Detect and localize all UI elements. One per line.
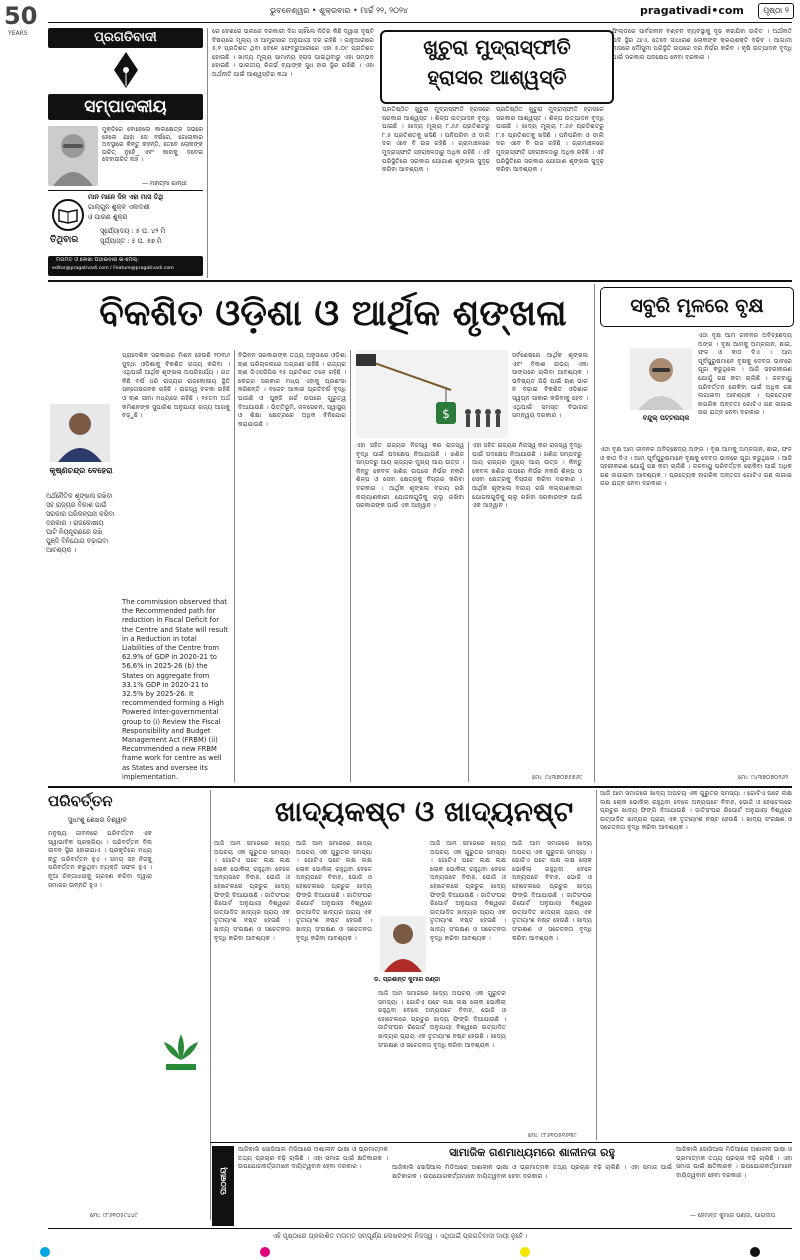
food-col-3: ଆଜି ଆମ ସମାଜରେ ଖାଦ୍ୟ ଅପଚୟ ଏକ ଗୁରୁତର ସମସ୍ୟା । ଗୋଟିଏ ପଟେ ଲକ୍ଷ ଲକ୍ଷ ଲୋକ ଭୋକିଲା ରହୁଥିବା ବେଳେ ଅନ୍ୟପଟେ ବିବାହ, ଭୋଜି ଓ ହୋଟେଲରେ ପ୍ରଚୁର ଖାଦ୍ୟ ଫିଙ୍ଗି ଦିଆଯାଉଛି । ଜାତିସଂଘର ରିପୋର୍ଟ ଅନୁଯାୟୀ ବିଶ୍ୱରେ ଉତ୍ପାଦିତ ଖାଦ୍ୟର ପ୍ରାୟ ଏକ ତୃତୀୟାଂଶ ନଷ୍ଟ ହେଉଛି । ଖାଦ୍ୟ ସଂରକ୍ଷଣ ଓ ସଚେତନତା ବୃଦ୍ଧି କରିବା ଆବଶ୍ୟକ । <box>430 840 508 942</box>
gandhi-quote: ମୁକ୍ତିରେ ବୋହେଲେ କାଲକ୍ଷେତ୍ର ସଭରେ ହେଲେ ଯାହା ସେ ବର୍ଷରେ, ଗୋଲାକାର ଅବସ୍ଥାରେ କିନ୍ତୁ କହନ୍ତି, ତେବେ ଲୋକଙ୍କ ଉଚିତ୍‌ ନୁହେଁ ଏବଂ କାହାକୁ ଦବେଇ ଦେବାଉଚିତ ନାହିଁ । <box>102 126 205 164</box>
top-article-col-2: ପ୍ରତିଷ୍ଠିତ ଖୁଚୁରା ମୁଦ୍ରାସ୍ଫୀତି ହ୍ରାସରେ ସରକାର ଆଶ୍ୱସ୍ତ । ଶିଳ୍ପ ଉତ୍ପାଦନ ବୃଦ୍ଧି ପାଇଛି । ଖାଦ୍ୟ ମୂଲ୍ୟ ୮.୬୬ ପ୍ରତିଶତରୁ ୮.୫ ପ୍ରତିଶତକୁ ଖସିଛି । ପନିପରିବା ଓ ଡାଲି ଦର ଏବେ ବି ଉଚ୍ଚ ରହିଛି । ଗ୍ରାମାଞ୍ଚଳରେ ମୁଦ୍ରାସ୍ଫୀତି ସହରାଞ୍ଚଳଠାରୁ ଅଧିକ ରହିଛି । ଏହି ପରିସ୍ଥିତିରେ ସରକାର ଯୋଗାଣ ଶୃଙ୍ଖଳା ସୁଦୃଢ଼ କରିବା ଆବଶ୍ୟକ । <box>382 106 492 174</box>
contact-bar <box>48 256 203 276</box>
contact-email: editor@pragativadi.com / Feature@pragativadi.com <box>52 266 174 271</box>
page-label: ପୃଷ୍ଠା <box>763 6 783 15</box>
top-article-col-3: ପ୍ରତିଷ୍ଠିତ ଖୁଚୁରା ମୁଦ୍ରାସ୍ଫୀତି ହ୍ରାସରେ ସରକାର ଆଶ୍ୱସ୍ତ । ଶିଳ୍ପ ଉତ୍ପାଦନ ବୃଦ୍ଧି ପାଇଛି । ଖାଦ୍ୟ ମୂଲ୍ୟ ୮.୬୬ ପ୍ରତିଶତରୁ ୮.୫ ପ୍ରତିଶତକୁ ଖସିଛି । ପନିପରିବା ଓ ଡାଲି ଦର ଏବେ ବି ଉଚ୍ଚ ରହିଛି । ଗ୍ରାମାଞ୍ଚଳରେ ମୁଦ୍ରାସ୍ଫୀତି ସହରାଞ୍ଚଳଠାରୁ ଅଧିକ ରହିଛି । ଏହି ପରିସ୍ଥିତିରେ ସରକାର ଯୋଗାଣ ଶୃଙ୍ଖଳା ସୁଦୃଢ଼ କରିବା ଆବଶ୍ୟକ । <box>496 106 606 174</box>
main-footer-phone: ମୋ: ୯୪୩୭୦୭୫୭୬୯ <box>532 774 583 781</box>
main-col-2: ବିଭିନ୍ନ ସରକାରଙ୍କ ତଥ୍ୟ ଅନୁସାରେ ଓଡ଼ିଶା ଋଣ ପରିଚାଳନାରେ ଅଗ୍ରଣୀ ରହିଛି । ରାଜ୍ୟର ଋଣ ଜିଏସଡିପିର ୧୫ ପ୍ରତିଶତ ତଳେ ରହିଛି । କେନ୍ଦ୍ର ସରକାର ମଧ୍ୟ ଏହାକୁ ପ୍ରଶଂସା କରିଛନ୍ତି । ବଜେଟ ଆକାର ପ୍ରତିବର୍ଷ ବୃଦ୍ଧି ପାଉଛି ଓ ପୁଞ୍ଜି ଖର୍ଚ୍ଚ ଉପରେ ଗୁରୁତ୍ୱ ଦିଆଯାଉଛି । ଭିତ୍ତିଭୂମି, ଜଳସେଚନ, ସ୍ୱାସ୍ଥ୍ୟ ଓ ଶିକ୍ଷା କ୍ଷେତ୍ରରେ ଅଧିକ ବିନିଯୋଗ କରାଯାଉଛି । <box>238 352 348 428</box>
food-col-2: ଆଜି ଆମ ସମାଜରେ ଖାଦ୍ୟ ଅପଚୟ ଏକ ଗୁରୁତର ସମସ୍ୟା । ଗୋଟିଏ ପଟେ ଲକ୍ଷ ଲକ୍ଷ ଲୋକ ଭୋକିଲା ରହୁଥିବା ବେଳେ ଅନ୍ୟପଟେ ବିବାହ, ଭୋଜି ଓ ହୋଟେଲରେ ପ୍ରଚୁର ଖାଦ୍ୟ ଫିଙ୍ଗି ଦିଆଯାଉଛି । ଜାତିସଂଘର ରିପୋର୍ଟ ଅନୁଯାୟୀ ବିଶ୍ୱରେ ଉତ୍ପାଦିତ ଖାଦ୍ୟର ପ୍ରାୟ ଏକ ତୃତୀୟାଂଶ ନଷ୍ଟ ହେଉଛି । ଖାଦ୍ୟ ସଂରକ୍ଷଣ ଓ ସଚେତନତା ବୃଦ୍ଧି କରିବା ଆବଶ୍ୟକ । <box>296 840 374 942</box>
website-name: pragativadi <box>640 4 712 17</box>
top-headline <box>380 30 614 104</box>
main-col-4b: ସର୍ବଶେଷରେ ଆର୍ଥିକ ଶୃଙ୍ଖଳା ଏବଂ ବିକାଶ ଉଭୟ ଏକା ସାଙ୍ଗରେ ଚାଲିବା ଆବଶ୍ୟକ । ଭବିଷ୍ୟତ ପିଢ଼ି ପାଇଁ ଋଣ ଭାର ନ ବଢ଼ାଇ ବିକଶିତ ଓଡ଼ିଶାର ସ୍ୱପ୍ନ ସାକାର କରିବାକୁ ହେବ । ଏଥିପାଇଁ ସମସ୍ତ ବିଭାଗର ସମନ୍ୱୟ ଦରକାର । <box>512 352 590 420</box>
main-divider-3 <box>468 442 469 782</box>
main-col-4: ଏହା ସହିତ ରାଜ୍ୟର ନିଜସ୍ୱ କର ରାଜସ୍ୱ ବୃଦ୍ଧି ପାଇଁ ପଦକ୍ଷେପ ନିଆଯାଉଛି । ଖଣିଜ ସମ୍ପଦରୁ ଆୟ ରାଜ୍ୟର ମୁଖ୍ୟ ଆୟ ଉତ୍ସ । କିନ୍ତୁ କେବଳ ଖଣିଜ ଉପରେ ନିର୍ଭର ନକରି ଶିଳ୍ପ ଓ ସେବା କ୍ଷେତ୍ରକୁ ବିସ୍ତାର କରିବା ଦରକାର । ଆର୍ଥିକ ଶୃଙ୍ଖଳା ବଜାୟ ରଖି କଲ୍ୟାଣକାରୀ ଯୋଜନାଗୁଡ଼ିକୁ ଚାଲୁ ରଖିବା ସରକାରଙ୍କ ପାଇଁ ଏକ ଆହ୍ୱାନ । <box>472 442 584 510</box>
main-col-1: ପ୍ରାଦେଶିକ ସରକାରର ମିଶନ ହେଉଛି ୨୦୩୬ ସୁଦ୍ଧା ଓଡ଼ିଶାକୁ ବିକଶିତ ରାଜ୍ୟ କରିବା । ଏଥିପାଇଁ ଆର୍ଥିକ ଶୃଙ୍ଖଳା ଅପରିହାର୍ଯ୍ୟ । ଗତ କିଛି ବର୍ଷ ଧରି ରାଜ୍ୟର ରାଜକୋଷୀୟ ସ୍ଥିତି ସନ୍ତୋଷଜନକ ରହିଛି । ରାଜସ୍ୱ ବଳକା ରହିଛି ଓ ଋଣ ସୀମା ମଧ୍ୟରେ ରହିଛି । ୧୫ତମ ଅର୍ଥ କମିଶନଙ୍କ ସୁପାରିଶ ଅନୁଯାୟୀ ରାଜ୍ୟ ଆଗକୁ ବଢ଼ୁଛି । <box>122 352 232 420</box>
anniversary-number: 50 <box>4 2 38 30</box>
strip-right-text: ଆଜିକାଲି ସୋସିଆଲ ମିଡିଆରେ ଅଶାଳୀନ ଭାଷା ଓ ଭ୍ରମାତ୍ମକ ତଥ୍ୟ ପ୍ରଚାର ବଢ଼ି ଚାଲିଛି । ଏହା ସମାଜ ପାଇଁ କ୍ଷତିକାରକ । ଉପଯୋଗକର୍ତ୍ତାମାନେ ଦାୟିତ୍ୱବାନ ହେବା ଦରକାର । <box>676 1146 794 1179</box>
gandhi-portrait <box>48 126 98 186</box>
parivartan-box <box>48 792 208 1222</box>
food-col-1: ଆଜି ଆମ ସମାଜରେ ଖାଦ୍ୟ ଅପଚୟ ଏକ ଗୁରୁତର ସମସ୍ୟା । ଗୋଟିଏ ପଟେ ଲକ୍ଷ ଲକ୍ଷ ଲୋକ ଭୋକିଲା ରହୁଥିବା ବେଳେ ଅନ୍ୟପଟେ ବିବାହ, ଭୋଜି ଓ ହୋଟେଲରେ ପ୍ରଚୁର ଖାଦ୍ୟ ଫିଙ୍ଗି ଦିଆଯାଉଛି । ଜାତିସଂଘର ରିପୋର୍ଟ ଅନୁଯାୟୀ ବିଶ୍ୱରେ ଉତ୍ପାଦିତ ଖାଦ୍ୟର ପ୍ରାୟ ଏକ ତୃତୀୟାଂଶ ନଷ୍ଟ ହେଉଛି । ଖାଦ୍ୟ ସଂରକ୍ଷଣ ଓ ସଚେତନତା ବୃଦ୍ଧି କରିବା ଆବଶ୍ୟକ । <box>214 840 292 942</box>
side-divider <box>594 284 595 782</box>
main-headline: ବିକଶିତ ଓଡ଼ିଶା ଓ ଆର୍ଥିକ ଶୃଙ୍ଖଳା <box>99 293 567 334</box>
parivartan-body: ମନୁଷ୍ୟ ଜୀବନରେ ପରିବର୍ତ୍ତନ ଏକ ସ୍ୱାଭାବିକ ପ୍ରକ୍ରିୟା । ପରିବର୍ତ୍ତନ ବିନା ଜୀବନ ସ୍ଥିର ହୋଇଯାଏ । ପ୍ରକୃତିରେ ମଧ୍ୟ ଋତୁ ପରିବର୍ତ୍ତନ ହୁଏ । ସମୟ ସହ ନିଜକୁ ପରିବର୍ତ୍ତନ କରୁଥିବା ବ୍ୟକ୍ତି ସଫଳ ହୁଏ । ନୂଆ ଚିନ୍ତାଧାରାକୁ ଗ୍ରହଣ କରିବା ଦ୍ୱାରା ସମାଜର ଉନ୍ନତି ହୁଏ । <box>48 830 154 889</box>
sidebar-rule-1 <box>48 190 203 191</box>
side-footer-phone: ମୋ: ୯୪୩୭୦୭୦୨୬୨ <box>738 774 789 781</box>
rule-footer <box>48 1228 792 1229</box>
strip-headline: ସାମାଜିକ ଗଣମାଧ୍ୟମରେ ଶାଳୀନତା ରହୁ <box>449 1146 615 1159</box>
sunset: ସୂର୍ଯ୍ୟାସ୍ତ : ୫ ଘ. ୫୭ ମି <box>100 237 162 245</box>
reg-black <box>750 1247 760 1257</box>
anniversary-sub: YEARS <box>8 30 28 37</box>
parivartan-footer-phone: ମୋ: ୯୮୬୧୦୫୯୪୪୯ <box>90 1212 138 1219</box>
page-number: ୨ <box>784 6 789 15</box>
tithi-line-2: ଗାଲ୍ଗୁନ ଶୁକ୍ଳ ଏକାଦଶୀ <box>88 203 150 211</box>
food-footer-phone: ମୋ: ୯୮୬୧୦୫୧୬୩୯ <box>528 1132 577 1139</box>
reg-cyan <box>40 1247 50 1257</box>
disclaimer: ଏହି ପୃଷ୍ଠାରେ ପ୍ରକାଶିତ ମତାମତ ସମ୍ପୂର୍ଣ୍ଣ ଲେଖକଙ୍କ ନିଜସ୍ୱ । ଏଥିପାଇଁ ପ୍ରଗତିବାଦୀ ଦାୟୀ ନୁହେଁ । <box>272 1232 528 1240</box>
svg-text:$: $ <box>442 407 450 421</box>
food-col-5: ଆଜି ଆମ ସମାଜରେ ଖାଦ୍ୟ ଅପଚୟ ଏକ ଗୁରୁତର ସମସ୍ୟା । ଗୋଟିଏ ପଟେ ଲକ୍ଷ ଲକ୍ଷ ଲୋକ ଭୋକିଲା ରହୁଥିବା ବେଳେ ଅନ୍ୟପଟେ ବିବାହ, ଭୋଜି ଓ ହୋଟେଲରେ ପ୍ରଚୁର ଖାଦ୍ୟ ଫିଙ୍ଗି ଦିଆଯାଉଛି । ଜାତିସଂଘର ରିପୋର୍ଟ ଅନୁଯାୟୀ ବିଶ୍ୱରେ ଉତ୍ପାଦିତ ଖାଦ୍ୟର ପ୍ରାୟ ଏକ ତୃତୀୟାଂଶ ନଷ୍ଟ ହେଉଛି । ଖାଦ୍ୟ ସଂରକ୍ଷଣ ଓ ସଚେତନତା ବୃଦ୍ଧି କରିବା ଆବଶ୍ୟକ । <box>600 790 794 832</box>
strip-left-text: ଆଜିକାଲି ସୋସିଆଲ ମିଡିଆରେ ଅଶାଳୀନ ଭାଷା ଓ ଭ୍ରମାତ୍ମକ ତଥ୍ୟ ପ୍ରଚାର ବଢ଼ି ଚାଲିଛି । ଏହା ସମାଜ ପାଇଁ କ୍ଷତିକାରକ । ଉପଯୋଗକର୍ତ୍ତାମାନେ ଦାୟିତ୍ୱବାନ ହେବା ଦରକାର । <box>238 1146 390 1171</box>
registration-marks <box>0 1244 800 1260</box>
main-author: କୃଷ୍ଣଚନ୍ଦ୍ର ବେହେରା <box>49 466 113 475</box>
day-label: ତିଥିବାର <box>50 235 79 245</box>
bottom-divider-1 <box>210 790 211 1220</box>
side-headline: ସବୁରି ମୂଳରେ ବୃକ୍ଷ <box>600 287 794 327</box>
author-photo <box>50 404 110 462</box>
bottom-divider-2 <box>596 790 597 1140</box>
website-suffix: com <box>718 4 744 17</box>
food-headline: ଖାଦ୍ୟକଷ୍ଟ ଓ ଖାଦ୍ୟନଷ୍ଟ <box>274 795 574 828</box>
parivartan-author: ସୁଧାଂଶୁ ଶେଖର ବିଶ୍ୱାଳ <box>68 816 127 824</box>
lotus-logo <box>158 1028 204 1074</box>
paathakiya-label: ପାଠକୀୟ <box>219 1167 228 1195</box>
rule-under-top <box>48 280 792 282</box>
page-number-box <box>758 3 794 19</box>
masthead-rule <box>48 22 792 23</box>
side-author: ବନ୍ଦୁଲ୍ ପଟ୍ଟନାୟକ <box>642 414 690 422</box>
top-headline-line-1: ଖୁଚୁରା ମୁଦ୍ରାସ୍ଫୀତି <box>423 35 571 59</box>
book-icon <box>52 199 84 231</box>
main-author-caption: ଅର୍ଥନୈତିକ ଶୃଙ୍ଖଳା ରଖିବା ସହ ରାଜ୍ୟର ବିକାଶ ପାଇଁ ସରକାର ପରିକଳ୍ପନା କରିବା ଦରକାର । ରାଜକୋଷୀୟ ଘାଟି ନିୟନ୍ତ୍ରଣରେ ରଖି ପୁଞ୍ଜି ବିନିଯୋଗ ବଢ଼ାଇବା ଆବଶ୍ୟକ । <box>46 492 117 554</box>
masthead <box>0 0 800 37</box>
rule-bottom <box>210 1142 792 1143</box>
tithi-line-1: ମାନ ମାନେ ଦିନ ଏହା ମାସ ତିଥି <box>88 193 164 201</box>
food-author-photo <box>380 916 426 972</box>
col-divider-top <box>207 28 208 278</box>
tithi-box <box>48 193 203 253</box>
food-author: ଡ. ପ୍ରଶାନ୍ତ କୁମାର ପଣ୍ଡା <box>374 976 440 983</box>
brand-box <box>48 28 203 48</box>
parivartan-title: ପରିବର୍ତ୍ତନ <box>48 792 113 810</box>
top-article-col-4: ଫିଲ୍ଡରେ ସାର୍ବଜନୀନ ବଣ୍ଟନ ବ୍ୟବସ୍ଥାକୁ ଦୃଢ଼ କରାଯିବା ଉଚିତ । ଅର୍ଥନୀତି ଯଦି ସ୍ଥିର ଥାଏ, ତେବେ ସାଧାରଣ ଲୋକଙ୍କ କ୍ରୟଶକ୍ତି ବଢ଼ିବ । ଆଗାମୀ ମାସରେ ମୌସୁମୀ ପରିସ୍ଥିତି ଉପରେ ଦର ନିର୍ଭର କରିବ । କୃଷି ଉତ୍ପାଦନ ବୃଦ୍ଧି ପାଇଁ ସରକାର ପଦକ୍ଷେପ ନେବା ଦରକାର । <box>612 28 794 61</box>
section-box <box>48 94 203 120</box>
reg-yellow <box>520 1247 530 1257</box>
website: pragativadi•com <box>640 4 744 17</box>
paathakiya-label-box <box>212 1146 234 1226</box>
strip-signature: — ହେମନ୍ତ କୁମାର ପଣ୍ଡା, ପାରାଦୀପ <box>690 1212 776 1219</box>
pen-nib-icon <box>112 52 140 88</box>
date-line: ଭୁବନେଶ୍ୱର • ଶୁକ୍ରବାର • ମାର୍ଚ୍ଚ ୨୨, ୨୦୨୪ <box>270 6 409 15</box>
sunrise: ସୂର୍ଯ୍ୟୋଦୟ : ୫ ଘ. ୪୨ ମି <box>100 227 166 235</box>
tithi-line-3: ଓ ପାରଣ ଶୁକ୍ର <box>88 213 128 221</box>
side-author-photo <box>630 348 692 410</box>
english-quote: The commission observed that the Recommended path for reduction in Fiscal Deficit for the Centre and State will result in a Reduction in total Liabilities of the Centre from 62.9% of GDP in 2020-21 to 56.6% in 2025-26 (b) the States on aggregate from 33.1% GDP in 2020-21 to 32.5% by 2025-26. It recommended forming a High Powered Inter-governmental group to (i) Review the Fiscal Responsibility and Budget Management Act (FRBM) (ii) Recommended a new FRBM frame work for centre as well as States and oversee its implementation. <box>122 598 231 781</box>
gandhi-attribution: — ମହାତ୍ମା ଗାନ୍ଧୀ <box>142 180 187 187</box>
contact-line: ମତାମତ ଓ ଲେଖା ପଠାଇବାର ଇ-ମେଲ୍: <box>56 257 140 263</box>
rule-mid <box>48 786 792 788</box>
main-divider-1 <box>234 350 235 782</box>
food-col-3b: ଆଜି ଆମ ସମାଜରେ ଖାଦ୍ୟ ଅପଚୟ ଏକ ଗୁରୁତର ସମସ୍ୟା । ଗୋଟିଏ ପଟେ ଲକ୍ଷ ଲକ୍ଷ ଲୋକ ଭୋକିଲା ରହୁଥିବା ବେଳେ ଅନ୍ୟପଟେ ବିବାହ, ଭୋଜି ଓ ହୋଟେଲରେ ପ୍ରଚୁର ଖାଦ୍ୟ ଫିଙ୍ଗି ଦିଆଯାଉଛି । ଜାତିସଂଘର ରିପୋର୍ଟ ଅନୁଯାୟୀ ବିଶ୍ୱରେ ଉତ୍ପାଦିତ ଖାଦ୍ୟର ପ୍ରାୟ ଏକ ତୃତୀୟାଂଶ ନଷ୍ଟ ହେଉଛି । ଖାଦ୍ୟ ସଂରକ୍ଷଣ ଓ ସଚେତନତା ବୃଦ୍ଧି କରିବା ଆବଶ୍ୟକ । <box>378 990 508 1049</box>
anniversary-logo <box>4 0 44 40</box>
side-body-top: ଏଠା ବୃକ୍ଷ ଆମ ଜୀବନର ଅବିଚ୍ଛେଦ୍ୟ ଅଙ୍ଗ । ବୃକ୍ଷ ଆମକୁ ଅମ୍ଳଜାନ, ଛାଇ, ଫଳ ଓ କାଠ ଦିଏ । ଆମ ପୂର୍ବପୁରୁଷମାନେ ବୃକ୍ଷକୁ ଦେବତା ଭାବରେ ପୂଜା କରୁଥିଲେ । ଆଜି ସହରୀକରଣ ଯୋଗୁଁ ଗଛ କଟା ଚାଲିଛି । ଜଳବାୟୁ ପରିବର୍ତ୍ତନ ରୋକିବା ପାଇଁ ଅଧିକ ଗଛ ଲଗାଇବା ଆବଶ୍ୟକ । ପ୍ରତ୍ୟେକ ନାଗରିକ ଅନ୍ତତଃ ଗୋଟିଏ ଗଛ ଲଗାଇ ତାର ଯତ୍ନ ନେବା ଦରକାର । <box>698 332 794 417</box>
side-body: ଏଠା ବୃକ୍ଷ ଆମ ଜୀବନର ଅବିଚ୍ଛେଦ୍ୟ ଅଙ୍ଗ । ବୃକ୍ଷ ଆମକୁ ଅମ୍ଳଜାନ, ଛାଇ, ଫଳ ଓ କାଠ ଦିଏ । ଆମ ପୂର୍ବପୁରୁଷମାନେ ବୃକ୍ଷକୁ ଦେବତା ଭାବରେ ପୂଜା କରୁଥିଲେ । ଆଜି ସହରୀକରଣ ଯୋଗୁଁ ଗଛ କଟା ଚାଲିଛି । ଜଳବାୟୁ ପରିବର୍ତ୍ତନ ରୋକିବା ପାଇଁ ଅଧିକ ଗଛ ଲଗାଇବା ଆବଶ୍ୟକ । ପ୍ରତ୍ୟେକ ନାଗରିକ ଅନ୍ତତଃ ଗୋଟିଏ ଗଛ ଲଗାଇ ତାର ଯତ୍ନ ନେବା ଦରକାର । <box>600 446 794 488</box>
top-headline-line-2: ହ୍ରାସର ଆଶ୍ୱସ୍ତି <box>427 65 567 89</box>
top-article-col-1: ରେ ଦେଶରେ ଭଲରେ ଦରକାରୀ ଦିଗ ଚାହିଁଲେ ନିତିର କିଛି ଦ୍ୱାରା ଦୃଷ୍ଟି ବିଷୟରେ ମୂଲ୍ୟ ଓ ଆମ୍ପ୍ରସାର ଅନୁଯାୟୀ ଦର ରହିଛି । ଜାନୁଆରୀରେ ୫.୧ ପ୍ରତିଶତ ଥିବା ବେଳେ ଫେବ୍ରୁଆରୀରେ ଏହା ୫.୦୯ ପ୍ରତିଶତ ହୋଇଛି । ଖାଦ୍ୟ ମୂଲ୍ୟ ସାମାନ୍ୟ ହ୍ରାସ ପାଇଥିବାରୁ ଏହା ସମ୍ଭବ ହୋଇଛି । ଭାରତୀୟ ରିଜର୍ଭ ବ୍ୟାଙ୍କ ସୁଧ ହାର ସ୍ଥିର ରଖିଛି । ଏହା ଅର୍ଥନୀତି ପାଇଁ ଆଶ୍ୱସ୍ତିର କଥା । <box>212 28 376 78</box>
main-divider-2 <box>350 350 351 782</box>
brand-name: ପ୍ରଗତିବାଦୀ <box>94 30 157 45</box>
food-col-4: ଆଜି ଆମ ସମାଜରେ ଖାଦ୍ୟ ଅପଚୟ ଏକ ଗୁରୁତର ସମସ୍ୟା । ଗୋଟିଏ ପଟେ ଲକ୍ଷ ଲକ୍ଷ ଲୋକ ଭୋକିଲା ରହୁଥିବା ବେଳେ ଅନ୍ୟପଟେ ବିବାହ, ଭୋଜି ଓ ହୋଟେଲରେ ପ୍ରଚୁର ଖାଦ୍ୟ ଫିଙ୍ଗି ଦିଆଯାଉଛି । ଜାତିସଂଘର ରିପୋର୍ଟ ଅନୁଯାୟୀ ବିଶ୍ୱରେ ଉତ୍ପାଦିତ ଖାଦ୍ୟର ପ୍ରାୟ ଏକ ତୃତୀୟାଂଶ ନଷ୍ଟ ହେଉଛି । ଖାଦ୍ୟ ସଂରକ୍ଷଣ ଓ ସଚେତନତା ବୃଦ୍ଧି କରିବା ଆବଶ୍ୟକ । <box>512 840 594 942</box>
section-title: ସମ୍ପାଦକୀୟ <box>84 97 167 117</box>
strip-mid-text: ଆଜିକାଲି ସୋସିଆଲ ମିଡିଆରେ ଅଶାଳୀନ ଭାଷା ଓ ଭ୍ରମାତ୍ମକ ତଥ୍ୟ ପ୍ରଚାର ବଢ଼ି ଚାଲିଛି । ଏହା ସମାଜ ପାଇଁ କ୍ଷତିକାରକ । ଉପଯୋଗକର୍ତ୍ତାମାନେ ଦାୟିତ୍ୱବାନ ହେବା ଦରକାର । <box>392 1164 674 1180</box>
reg-magenta <box>260 1247 270 1257</box>
money-illustration <box>356 350 508 438</box>
main-col-3: ଏହା ସହିତ ରାଜ୍ୟର ନିଜସ୍ୱ କର ରାଜସ୍ୱ ବୃଦ୍ଧି ପାଇଁ ପଦକ୍ଷେପ ନିଆଯାଉଛି । ଖଣିଜ ସମ୍ପଦରୁ ଆୟ ରାଜ୍ୟର ମୁଖ୍ୟ ଆୟ ଉତ୍ସ । କିନ୍ତୁ କେବଳ ଖଣିଜ ଉପରେ ନିର୍ଭର ନକରି ଶିଳ୍ପ ଓ ସେବା କ୍ଷେତ୍ରକୁ ବିସ୍ତାର କରିବା ଦରକାର । ଆର୍ଥିକ ଶୃଙ୍ଖଳା ବଜାୟ ରଖି କଲ୍ୟାଣକାରୀ ଯୋଜନାଗୁଡ଼ିକୁ ଚାଲୁ ରଖିବା ସରକାରଙ୍କ ପାଇଁ ଏକ ଆହ୍ୱାନ । <box>356 442 466 510</box>
